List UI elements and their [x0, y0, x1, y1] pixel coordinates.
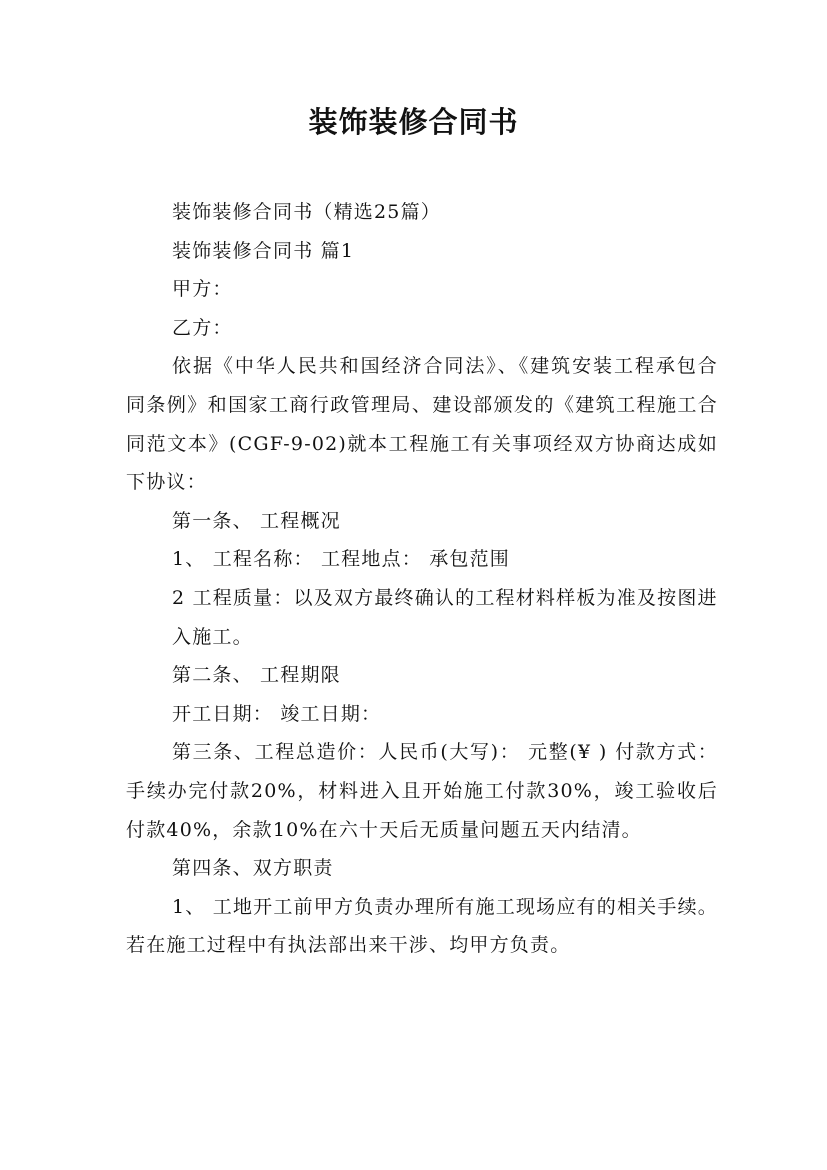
section-heading: 装饰装修合同书 篇1	[172, 239, 355, 262]
article-3-paragraph: 第三条、工程总造价：人民币(大写)： 元整(¥ ) 付款方式：手续办完付款20%，材料进入且开始施工付款30%，竣工验收后付款40%，余款10%在六十天后无质量问题五天内结清。	[126, 741, 718, 841]
article-1-item-2-cont: 入施工。	[172, 625, 253, 648]
document-title: 装饰装修合同书	[308, 105, 519, 139]
article-1-item-2: 2 工程质量：以及双方最终确认的工程材料样板为准及按图进	[172, 586, 718, 609]
article-1-heading: 第一条、 工程概况	[172, 509, 341, 532]
doc-subtitle: 装饰装修合同书（精选25篇）	[172, 201, 441, 223]
article-2-dates: 开工日期： 竣工日期：	[172, 702, 382, 725]
preamble-paragraph: 依据《中华人民共和国经济合同法》、《建筑安装工程承包合同条例》和国家工商行政管理局、建设部颁发的《建筑工程施工合同范文本》(CGF-9-02)就本工程施工有关事项经双方协商达成如下协议：	[126, 355, 718, 494]
party-a-line: 甲方：	[172, 278, 233, 301]
article-4-item-1: 1、 工地开工前甲方负责办理所有施工现场应有的相关手续。若在施工过程中有执法部出来干涉、均甲方负责。	[126, 895, 718, 957]
article-1-item-1: 1、 工程名称： 工程地点： 承包范围	[172, 548, 511, 571]
article-2-heading: 第二条、 工程期限	[172, 664, 341, 687]
document-body	[126, 193, 718, 965]
article-4-heading: 第四条、双方职责	[172, 857, 334, 880]
party-b-line: 乙方：	[172, 316, 233, 339]
